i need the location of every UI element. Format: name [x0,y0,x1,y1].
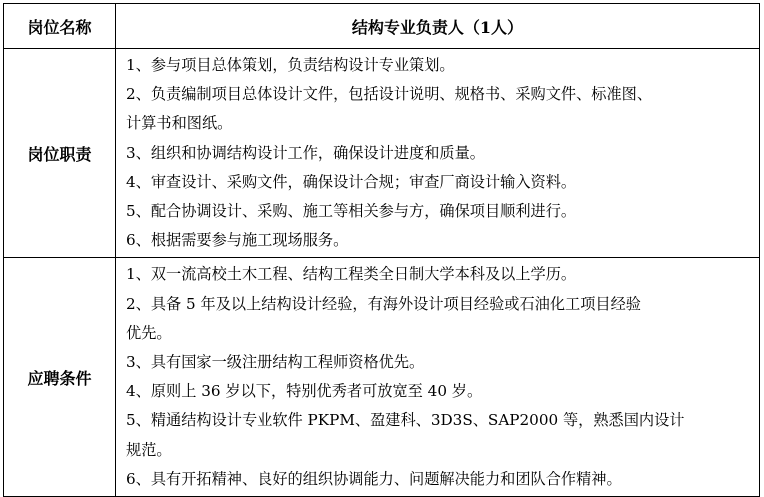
requirement-line: 3、具有国家一级注册结构工程师资格优先。 [126,353,425,372]
requirement-line: 4、原则上 36 岁以下，特别优秀者可放宽至 40 岁。 [126,382,483,401]
requirement-line: 1、双一流高校土木工程、结构工程类全日制大学本科及以上学历。 [126,265,577,284]
duty-line: 4、审查设计、采购文件，确保设计合规；审查厂商设计输入资料。 [126,172,577,191]
duty-line: 6、根据需要参与施工现场服务。 [126,231,349,250]
duty-line: 3、组织和协调结构设计工作，确保设计进度和质量。 [126,143,485,162]
duty-line: 1、参与项目总体策划，负责结构设计专业策划。 [126,56,455,74]
position-name-label: 岗位名称 [4,4,116,49]
duties-label: 岗位职责 [4,49,116,258]
position-title: 结构专业负责人（1人） [116,4,760,49]
duty-line: 2、负责编制项目总体设计文件，包括设计说明、规格书、采购文件、标准图、 [126,85,653,104]
requirement-line: 6、具有开拓精神、良好的组织协调能力、问题解决能力和团队合作精神。 [126,469,622,488]
requirement-line: 5、精通结构设计专业软件 PKPM、盈建科、3D3S、SAP2000 等，熟悉国内设计 [126,411,685,430]
requirement-line: 优先。 [126,323,172,342]
duties-content [116,49,760,258]
requirements-content [116,258,760,497]
duties-row [4,49,760,258]
requirement-line: 2、具备 5 年及以上结构设计经验，有海外设计项目经验或石油化工项目经验 [126,294,641,313]
requirements-row [4,258,760,497]
duty-line: 计算书和图纸。 [126,114,233,133]
requirement-line: 规范。 [126,440,172,459]
job-table [3,3,760,497]
duty-line: 5、配合协调设计、采购、施工等相关参与方，确保项目顺利进行。 [126,202,577,221]
requirements-label: 应聘条件 [4,258,116,497]
header-row [4,4,760,49]
